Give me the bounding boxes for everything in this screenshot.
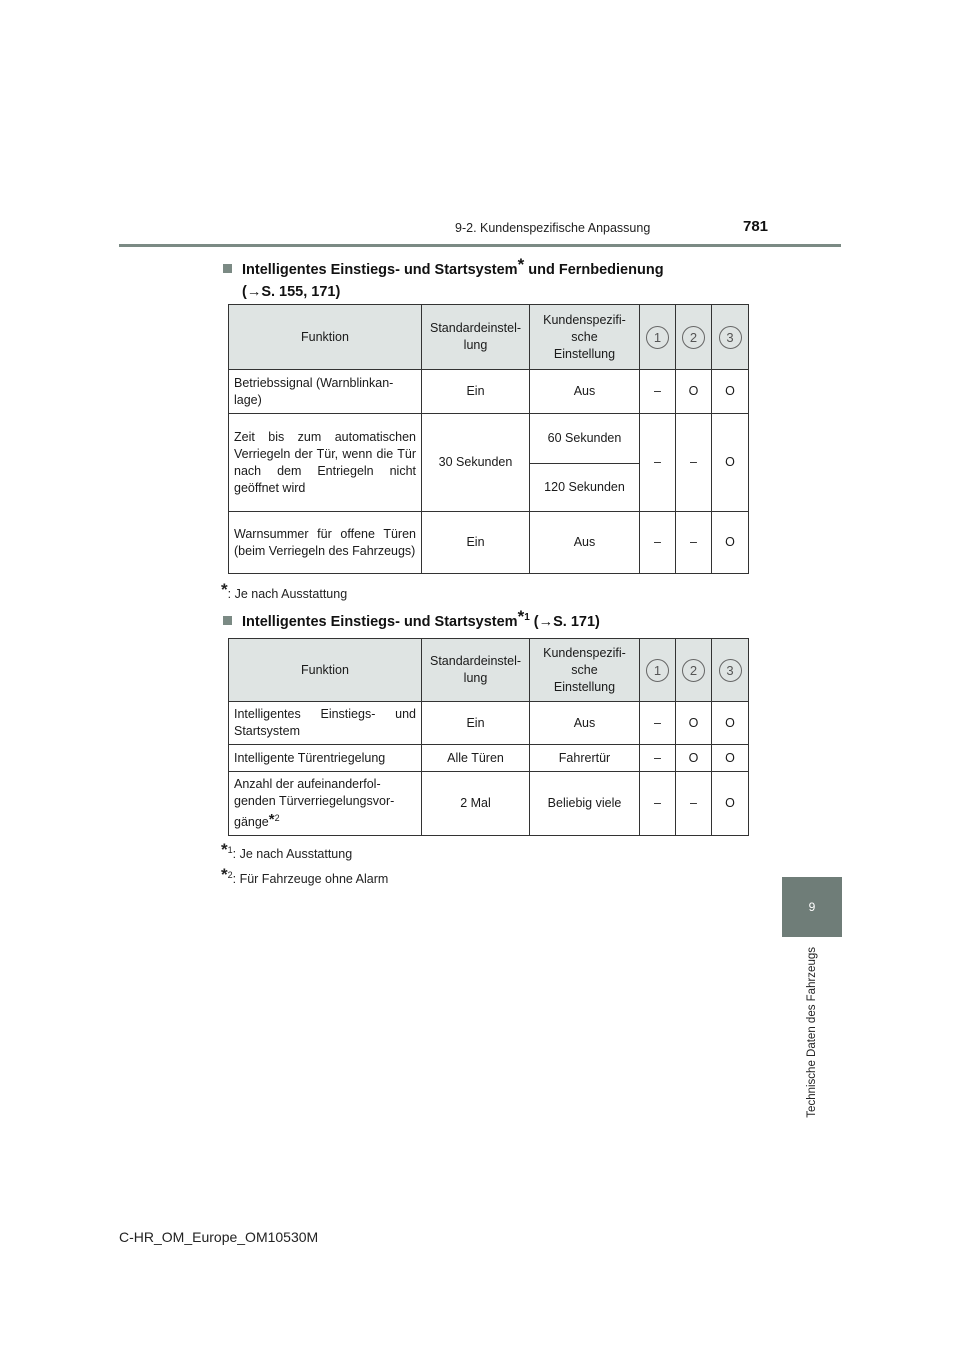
section1-title-mark: * xyxy=(517,255,525,274)
table-row xyxy=(229,772,749,836)
cell-c1: – xyxy=(640,745,676,772)
footnote-num: 2 xyxy=(227,870,233,880)
cell-function-mark: * xyxy=(268,811,275,828)
col-header-default: Standardeinstel- lung xyxy=(422,639,530,702)
cell-c2: – xyxy=(676,772,712,836)
section2-table xyxy=(228,638,749,836)
cell-custom-b: 120 Sekunden xyxy=(530,464,640,512)
header-rule xyxy=(119,244,841,247)
cell-function: Zeit bis zum automatischen Verriegeln der Tür, wenn die Tür nach dem Entriegeln nicht geöffnet wird xyxy=(229,414,422,512)
col-header-custom: Kundenspezifi- sche Einstellung xyxy=(530,305,640,370)
chapter-label-box xyxy=(797,944,827,1120)
cell-default: Alle Türen xyxy=(422,745,530,772)
cell-c3: O xyxy=(712,702,749,745)
footnote-mark: * xyxy=(221,580,228,599)
footnote-num: 1 xyxy=(227,845,233,855)
col-header-1 xyxy=(640,639,676,702)
cell-c2: O xyxy=(676,702,712,745)
col-header-3 xyxy=(712,639,749,702)
section2-title-mark-num: 1 xyxy=(524,612,530,623)
col-header-3 xyxy=(712,305,749,370)
section2-footnote-2 xyxy=(221,865,388,886)
circled-3-icon: 3 xyxy=(719,659,742,682)
circled-3-icon: 3 xyxy=(719,326,742,349)
cell-custom: Aus xyxy=(530,702,640,745)
table-row xyxy=(229,745,749,772)
cell-c3: O xyxy=(712,414,749,512)
cell-function-text: Anzahl der aufeinanderfol- genden Türverriegelungsvor- gänge xyxy=(234,777,395,829)
table-header-row xyxy=(229,639,749,702)
section2-title: Intelligentes Einstiegs- und Startsystem xyxy=(242,614,518,630)
table-row xyxy=(229,414,749,464)
cell-c1: – xyxy=(640,512,676,574)
cell-function: Intelligente Türentriegelung xyxy=(229,745,422,772)
chapter-tab xyxy=(782,877,842,937)
cell-c3: O xyxy=(712,512,749,574)
col-header-default: Standardeinstel- lung xyxy=(422,305,530,370)
header-section-title: 9-2. Kundenspezifische Anpassung xyxy=(455,221,651,235)
section2-title-suffix: (→S. 171) xyxy=(529,614,600,630)
cell-custom-a: 60 Sekunden xyxy=(530,414,640,464)
section1-title: Intelligentes Einstiegs- und Startsystem xyxy=(242,262,518,278)
footnote-text: : Je nach Ausstattung xyxy=(227,587,348,601)
cell-c3: O xyxy=(712,772,749,836)
cell-default: Ein xyxy=(422,702,530,745)
cell-function: Intelligentes Einstiegs- und Startsystem xyxy=(229,702,422,745)
cell-custom: Beliebig viele xyxy=(530,772,640,836)
cell-function xyxy=(229,772,422,836)
circled-1-icon: 1 xyxy=(646,659,669,682)
table-row xyxy=(229,370,749,414)
table-header-row xyxy=(229,305,749,370)
circled-1-icon: 1 xyxy=(646,326,669,349)
cell-custom: Aus xyxy=(530,370,640,414)
chapter-number: 9 xyxy=(808,900,816,914)
cell-custom: Fahrertür xyxy=(530,745,640,772)
cell-default: Ein xyxy=(422,512,530,574)
section2-heading xyxy=(223,606,600,633)
cell-c2: O xyxy=(676,745,712,772)
section1-title-line2: (→S. 155, 171) xyxy=(242,284,341,300)
table-row xyxy=(229,702,749,745)
cell-default: Ein xyxy=(422,370,530,414)
section1-title-suffix: und Fernbedienung xyxy=(524,262,664,278)
cell-c1: – xyxy=(640,414,676,512)
col-header-2 xyxy=(676,305,712,370)
circled-2-icon: 2 xyxy=(682,326,705,349)
cell-c2: O xyxy=(676,370,712,414)
circled-2-icon: 2 xyxy=(682,659,705,682)
section1-footnote xyxy=(221,580,347,601)
footnote-mark: * xyxy=(221,865,228,884)
section2-title-mark: * xyxy=(517,607,525,626)
cell-c2: – xyxy=(676,414,712,512)
cell-custom: Aus xyxy=(530,512,640,574)
cell-function: Warnsummer für offene Türen (beim Verriegeln des Fahrzeugs) xyxy=(229,512,422,574)
col-header-1 xyxy=(640,305,676,370)
footnote-text: : Für Fahrzeuge ohne Alarm xyxy=(232,872,389,886)
heading-bullet-icon xyxy=(223,264,232,273)
cell-c3: O xyxy=(712,745,749,772)
cell-function: Betriebssignal (Warnblinkan- lage) xyxy=(229,370,422,414)
table-row xyxy=(229,512,749,574)
col-header-function: Funktion xyxy=(229,305,422,370)
col-header-function: Funktion xyxy=(229,639,422,702)
cell-c3: O xyxy=(712,370,749,414)
cell-c1: – xyxy=(640,370,676,414)
cell-default: 30 Sekunden xyxy=(422,414,530,512)
section2-footnote-1 xyxy=(221,840,352,861)
cell-default: 2 Mal xyxy=(422,772,530,836)
page-number: 781 xyxy=(743,218,769,235)
section1-heading xyxy=(223,254,664,303)
col-header-2 xyxy=(676,639,712,702)
cell-c1: – xyxy=(640,702,676,745)
footnote-mark: * xyxy=(221,840,228,859)
footer-document-id: C-HR_OM_Europe_OM10530M xyxy=(119,1229,319,1245)
chapter-label: Technische Daten des Fahrzeugs xyxy=(806,946,818,1118)
col-header-custom: Kundenspezifi- sche Einstellung xyxy=(530,639,640,702)
footnote-text: : Je nach Ausstattung xyxy=(232,847,353,861)
cell-c2: – xyxy=(676,512,712,574)
heading-bullet-icon xyxy=(223,616,232,625)
section1-table xyxy=(228,304,749,574)
cell-c1: – xyxy=(640,772,676,836)
cell-function-mark-num: 2 xyxy=(274,813,280,823)
